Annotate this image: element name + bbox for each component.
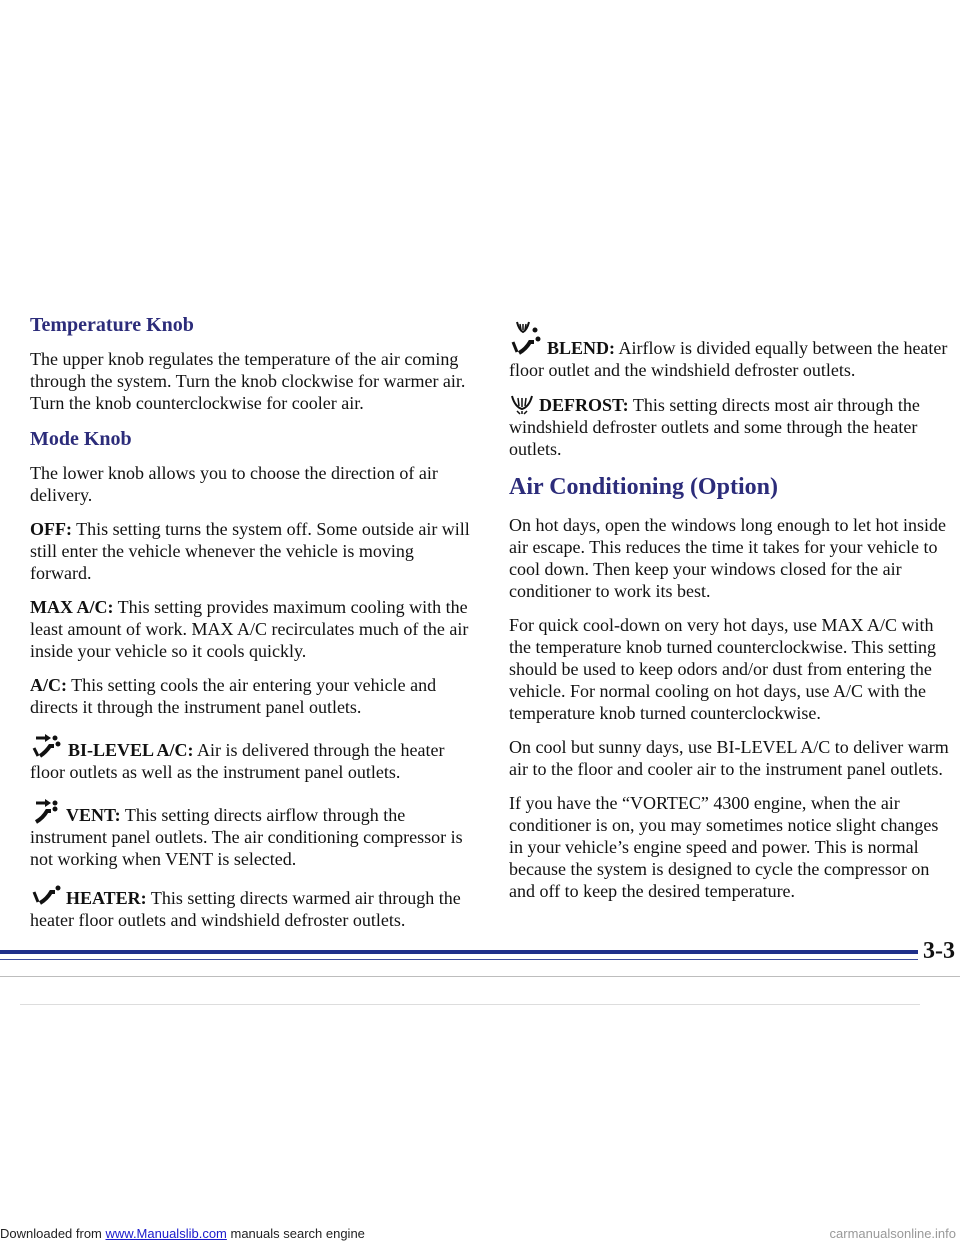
heater-icon [30,882,62,908]
left-column [30,312,478,943]
max-ac-setting [30,596,478,662]
temperature-knob-heading: Temperature Knob [30,314,194,336]
vent-setting [30,795,478,870]
vent-term: VENT: [66,805,121,825]
bi-level-setting [30,730,478,783]
blend-text: Airflow is divided equally between the heater floor outlet and the windshield defroster outlets. [509,338,948,380]
off-term: OFF: [30,519,72,539]
heater-text: This setting directs warmed air through the heater floor outlets and windshield defroster outlets. [30,888,461,930]
mode-knob-text: The lower knob allows you to choose the direction of air delivery. [30,463,438,505]
page-number: 3-3 [923,938,955,964]
blend-icon [509,318,543,358]
max-ac-text: This setting provides maximum cooling with the least amount of work. MAX A/C recirculates much of the air inside your vehicle so it cools quickly. [30,597,469,661]
vent-icon [30,795,62,825]
ac-text: This setting cools the air entering your vehicle and directs it through the instrument panel outlets. [30,675,437,717]
defrost-setting [509,393,954,460]
ac-setting [30,674,478,718]
max-ac-term: MAX A/C: [30,597,114,617]
download-footer [0,1226,960,1242]
off-setting [30,518,478,584]
off-text: This setting turns the system off. Some outside air will still enter the vehicle whenever the vehicle is moving forward. [30,519,470,583]
footer-rule-thin [0,959,918,960]
footer-watermark: carmanualsonline.info [829,1226,956,1241]
defrost-icon [509,393,535,415]
ac-term: A/C: [30,675,67,695]
page-footer-rule [0,938,960,1020]
ac-paragraph-4: If you have the “VORTEC” 4300 engine, when the air conditioner is on, you may sometimes notice slight changes in your vehicle’s engine speed and power. This is normal because the system is designed to cycle the compressor on and off to keep the desired temperature. [509,793,939,901]
footer-rule-thick [0,950,918,954]
ac-paragraph-3: On cool but sunny days, use BI-LEVEL A/C to deliver warm air to the floor and cooler air to the instrument panel outlets. [509,737,949,779]
right-column [509,312,954,914]
blend-setting [509,318,954,381]
footer-rule-grey [0,976,960,977]
heater-setting [30,882,478,931]
temperature-knob-text: The upper knob regulates the temperature of the air coming through the system. Turn the knob clockwise for warmer air. Turn the knob counterclockwise for cooler air. [30,349,466,413]
mode-knob-heading: Mode Knob [30,428,132,450]
footer-suffix: manuals search engine [226,1226,365,1241]
blend-term: BLEND: [547,338,616,358]
manualslib-link[interactable]: www.Manualslib.com [105,1226,227,1241]
vent-text: This setting directs airflow through the instrument panel outlets. The air conditioning compressor is not working when VENT is selected. [30,805,463,869]
bi-level-term: BI-LEVEL A/C: [68,740,194,760]
defrost-text: This setting directs most air through the windshield defroster outlets and some through the heater outlets. [509,395,920,459]
defrost-term: DEFROST: [539,395,629,415]
heater-term: HEATER: [66,888,147,908]
bi-level-icon [30,730,64,760]
ac-paragraph-2: For quick cool-down on very hot days, use MAX A/C with the temperature knob turned counterclockwise. This setting should be used to keep odors and/or dust from entering the vehicle. For normal cooling on hot days, use A/C with the temperature knob turned counterclockwise. [509,615,937,723]
ac-paragraph-1: On hot days, open the windows long enough to let hot inside air escape. This reduces the time it takes for your vehicle to cool down. Then keep your windows closed for the air conditioner to work its best. [509,515,946,601]
bi-level-text: Air is delivered through the heater floor outlets as well as the instrument panel outlets. [30,740,445,782]
air-conditioning-heading: Air Conditioning (Option) [509,474,778,500]
footer-prefix: Downloaded from [0,1226,106,1241]
footer-rule-faint [20,1004,920,1005]
